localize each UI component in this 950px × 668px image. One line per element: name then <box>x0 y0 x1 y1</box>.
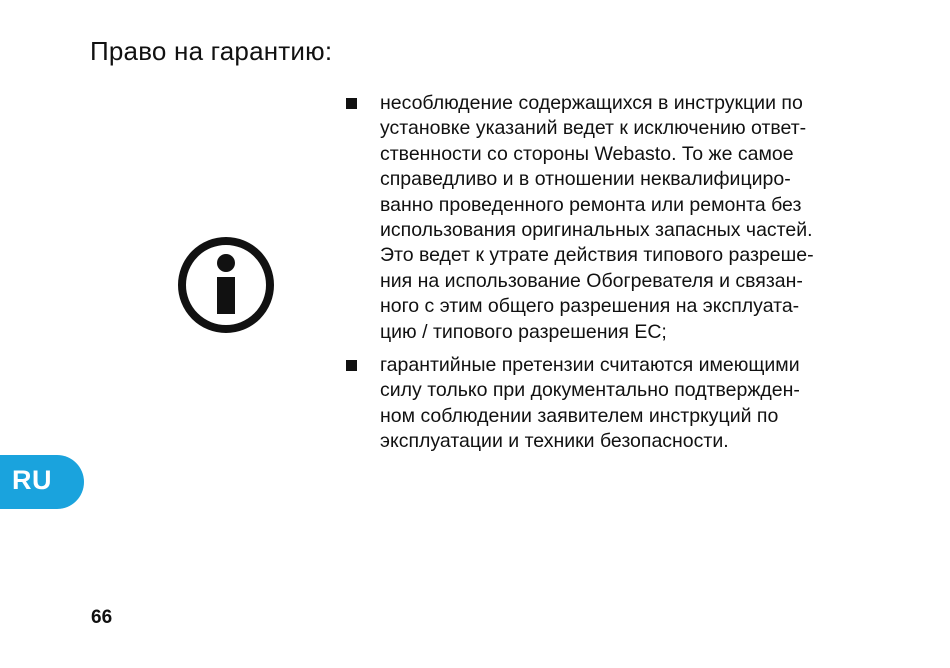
text-line: справедливо и в отношении неквалифициро- <box>380 168 791 191</box>
list-item <box>345 91 875 345</box>
text-line: ного с этим общего разрешения на эксплуата- <box>380 295 800 318</box>
text-line: ственности со стороны Webasto. То же самое <box>380 142 794 165</box>
text-line: гарантийные претензии считаются имеющими <box>380 354 800 377</box>
text-line: цию / типового разрешения ЕС; <box>380 320 667 343</box>
square-bullet-icon <box>346 360 357 371</box>
text-line: эксплуатации и техники безопасности. <box>380 430 729 453</box>
text-line: Это ведет к утрате действия типового разреше- <box>380 244 814 267</box>
text-line: силу только при документально подтвержден- <box>380 379 800 402</box>
text-line: несоблюдение содержащихся в инструкции по <box>380 92 803 114</box>
text-line: установке указаний ведет к исключению ответ- <box>380 117 807 140</box>
info-icon <box>177 236 275 334</box>
text-line: ванно проведенного ремонта или ремонта без <box>380 193 802 216</box>
square-bullet-icon <box>346 98 357 109</box>
text-line: ния на использование Обогревателя и связан- <box>380 269 803 292</box>
text-line: использования оригинальных запасных частей. <box>380 219 813 242</box>
list-item <box>345 353 875 455</box>
warranty-conditions-list <box>345 91 875 463</box>
language-label: RU <box>12 465 52 495</box>
page-title: Право на гарантию: <box>90 36 333 66</box>
page-number: 66 <box>91 607 113 628</box>
text-line: ном соблюдении заявителем инстркуций по <box>380 404 779 427</box>
